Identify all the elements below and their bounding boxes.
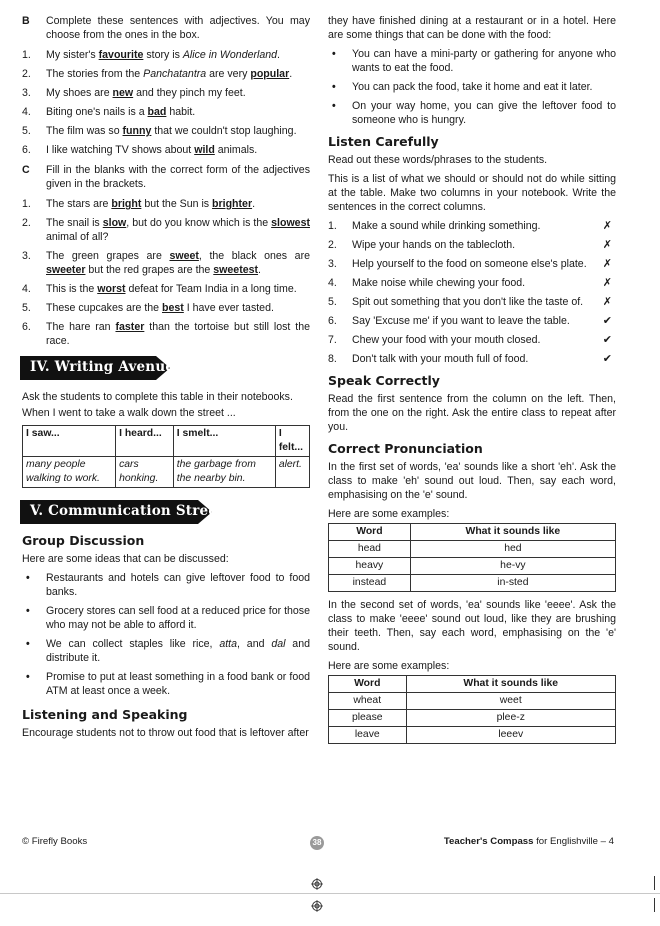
senses-table (22, 425, 310, 488)
speak-correctly-text: Read the first sentence from the column on the left. Then, from the one on the right. Ask the entire class to repeat after you. (328, 393, 616, 433)
cross-icon: ✗ (602, 258, 612, 270)
sentence-item (22, 143, 310, 157)
table-row (329, 693, 616, 710)
table-header-cell: I heard... (116, 426, 174, 457)
table-header-cell: I felt... (275, 426, 309, 457)
group-discussion-heading: Group Discussion (22, 533, 145, 548)
list-item (22, 604, 310, 632)
answer-word: worst (97, 283, 126, 295)
answer-word: popular (250, 68, 290, 80)
item-number: 6. (22, 321, 31, 333)
item-number: 5. (22, 125, 31, 137)
table-cell: heavy (329, 558, 411, 575)
table-header-cell: What it sounds like (410, 524, 615, 541)
bullet-icon: • (332, 100, 336, 112)
sentence-text: animals. (214, 144, 258, 156)
item-number: 3. (22, 87, 31, 99)
table-header-row (329, 524, 616, 541)
sentence-item (22, 86, 310, 100)
table-row (329, 541, 616, 558)
sentence-text: and they pinch my feet. (133, 87, 246, 99)
item-text: Make noise while chewing your food. (352, 277, 526, 289)
list-item (328, 80, 616, 94)
sentence-text: habit. (166, 106, 196, 118)
table-header-cell: Word (329, 524, 411, 541)
writing-intro: Ask the students to complete this table in their notebooks. (22, 391, 293, 403)
senses-table-header (23, 426, 310, 457)
bullet-icon: • (26, 638, 30, 650)
table-cell: leeev (406, 727, 616, 744)
sentence-text: , the black ones are (198, 250, 310, 262)
table-cell: instead (329, 575, 411, 592)
item-text: Wipe your hands on the tablecloth. (352, 239, 516, 251)
section-b-list (22, 48, 310, 157)
table-row (329, 558, 616, 575)
answer-word: sweeter (46, 264, 86, 276)
table-header-cell: Word (329, 676, 407, 693)
sentence-text: Biting one's nails is a (46, 106, 148, 118)
cross-icon: ✗ (602, 220, 612, 232)
table-cell: alert. (275, 457, 309, 488)
answer-word: faster (115, 321, 145, 333)
italic-title: Panchatantra (143, 68, 207, 80)
sentence-text: that we couldn't stop laughing. (151, 125, 297, 137)
registration-mark-icon (311, 878, 323, 890)
italic-word: atta (219, 638, 238, 650)
table-cell: weet (406, 693, 616, 710)
table-cell: hed (410, 541, 615, 558)
answer-word: best (162, 302, 184, 314)
sentence-item (22, 216, 310, 244)
pronunciation-text-1: In the first set of words, 'ea' sounds like a short 'eh'. Ask the class to make 'eh' sound out loud. Then, say each word, emphasising on the 'e' sound. (328, 461, 616, 501)
list-item (328, 257, 616, 271)
item-number: 6. (328, 315, 337, 327)
table-cell: please (329, 710, 407, 727)
bullet-text: We can collect staples like rice, (46, 638, 220, 650)
bullet-icon: • (26, 605, 30, 617)
sentence-item (22, 105, 310, 119)
item-number: 1. (22, 49, 31, 61)
answer-word: new (112, 87, 134, 99)
writing-avenue-banner (20, 356, 175, 380)
sentence-text: but the red grapes are the (85, 264, 214, 276)
examples-label: Here are some examples: (328, 508, 450, 520)
answer-word: sweet (169, 250, 199, 262)
answer-word: slow (102, 217, 127, 229)
item-number: 2. (328, 239, 337, 251)
sentence-text: This is the (46, 283, 98, 295)
item-number: 5. (22, 302, 31, 314)
sentence-text: The stories from the (46, 68, 144, 80)
list-item (328, 219, 616, 233)
list-item (328, 276, 616, 290)
bullet-text: You can have a mini-party or gathering for anyone who wants to eat the food. (352, 48, 616, 74)
item-number: 2. (22, 68, 31, 80)
bullet-text: Restaurants and hotels can give leftover food to food banks. (46, 572, 310, 598)
sentence-text: My sister's (46, 49, 99, 61)
senses-table-row (23, 457, 310, 488)
sentence-text: than the tortoise but still lost the race. (46, 321, 310, 347)
list-item (328, 238, 616, 252)
tick-icon: ✔ (602, 334, 612, 346)
cross-icon: ✗ (602, 239, 612, 251)
instruction-text: Fill in the blanks with the correct form of the adjectives given in the brackets. (46, 164, 310, 190)
answer-word: bright (111, 198, 142, 210)
listen-instructions: This is a list of what we should or should not do while sitting at the table. Make two columns in your notebook. Write the sentences in the correct columns. (328, 173, 616, 213)
table-cell: many people walking to work. (23, 457, 116, 488)
item-number: 5. (328, 296, 337, 308)
sentence-item (22, 124, 310, 138)
sentence-text: The film was so (46, 125, 123, 137)
left-column (22, 14, 310, 745)
item-number: 6. (22, 144, 31, 156)
answer-word: wild (194, 144, 215, 156)
list-item (328, 352, 616, 366)
instruction-text: Complete these sentences with adjectives. You may choose from the ones in the box. (46, 15, 310, 41)
sentence-text: The snail is (46, 217, 103, 229)
sentence-text: , but do you know which is the (126, 217, 272, 229)
list-item (22, 670, 310, 698)
crop-mark (654, 898, 655, 912)
sentence-item (22, 48, 310, 62)
list-item (328, 295, 616, 309)
table-cell: he-vy (410, 558, 615, 575)
food-ideas-list (328, 47, 616, 127)
cross-icon: ✗ (602, 296, 612, 308)
sentence-text: I like watching TV shows about (46, 144, 195, 156)
list-item (328, 333, 616, 347)
answer-word: funny (122, 125, 152, 137)
table-manners-list (328, 219, 616, 366)
item-text: Say 'Excuse me' if you want to leave the table. (352, 315, 570, 327)
bullet-text: and distribute it. (46, 638, 310, 664)
right-column (328, 14, 616, 750)
italic-word: dal (271, 638, 286, 650)
bullet-text: Grocery stores can sell food at a reduced price for those who may not be able to afford it. (46, 605, 310, 631)
list-item (328, 99, 616, 127)
sentence-text: but the Sun is (141, 198, 213, 210)
sentence-item (22, 301, 310, 315)
answer-word: sweetest (213, 264, 259, 276)
item-text: Spit out something that you don't like the taste of. (352, 296, 584, 308)
item-text: Don't talk with your mouth full of food. (352, 353, 529, 365)
listen-carefully-heading: Listen Carefully (328, 134, 439, 149)
answer-word: favourite (98, 49, 144, 61)
sentence-text: The green grapes are (46, 250, 170, 262)
item-number: 1. (328, 220, 337, 232)
book-title-rest: for Englishville – 4 (533, 836, 614, 847)
page-divider (0, 893, 660, 894)
item-number: 4. (328, 277, 337, 289)
sentence-item (22, 282, 310, 296)
bullet-icon: • (26, 572, 30, 584)
examples-label: Here are some examples: (328, 660, 450, 672)
item-text: Chew your food with your mouth closed. (352, 334, 541, 346)
item-number: 3. (22, 250, 31, 262)
table-cell: the garbage from the nearby bin. (173, 457, 275, 488)
list-item (22, 637, 310, 665)
item-number: 2. (22, 217, 31, 229)
list-item (328, 47, 616, 75)
sentence-text: These cupcakes are the (46, 302, 163, 314)
table-cell: in-sted (410, 575, 615, 592)
item-number: 8. (328, 353, 337, 365)
sentence-text: . (252, 198, 256, 210)
group-discussion-intro: Here are some ideas that can be discussed: (22, 553, 229, 565)
list-item (328, 314, 616, 328)
banner-title: V. Communication Street (30, 503, 224, 519)
pronunciation-table-2 (328, 675, 616, 744)
sentence-text: defeat for Team India in a long time. (125, 283, 297, 295)
correct-pronunciation-heading: Correct Pronunciation (328, 441, 483, 456)
sentence-item (22, 249, 310, 277)
tick-icon: ✔ (602, 353, 612, 365)
sentence-text: My shoes are (46, 87, 113, 99)
bullet-icon: • (332, 48, 336, 60)
item-number: 4. (22, 106, 31, 118)
bullet-icon: • (26, 671, 30, 683)
discussion-ideas-list (22, 571, 310, 698)
answer-word: bad (147, 106, 167, 118)
answer-word: slowest (271, 217, 310, 229)
table-header-cell: I saw... (23, 426, 116, 457)
section-c-instruction (22, 163, 310, 191)
section-letter: B (22, 15, 30, 27)
table-cell: cars honking. (116, 457, 174, 488)
table-cell: plee-z (406, 710, 616, 727)
sentence-text: The hare ran (46, 321, 116, 333)
table-row (329, 575, 616, 592)
item-number: 1. (22, 198, 31, 210)
sentence-text: I have ever tasted. (183, 302, 274, 314)
table-header-row (329, 676, 616, 693)
bullet-text: You can pack the food, take it home and eat it later. (352, 81, 593, 93)
speak-correctly-heading: Speak Correctly (328, 373, 440, 388)
cross-icon: ✗ (602, 277, 612, 289)
item-text: Help yourself to the food on someone else's plate. (352, 258, 587, 270)
continuation-text: they have finished dining at a restaurant or in a hotel. Here are some things that can be done with the food: (328, 15, 616, 41)
book-title-bold: Teacher's Compass (443, 836, 534, 847)
pronunciation-text-2: In the second set of words, 'ea' sounds like 'eeee'. Ask the class to make 'eeee' sound out loud, like they are brushing their teeth. Then, say each word, emphasising on the 'e' sound. (328, 599, 616, 653)
item-number: 4. (22, 283, 31, 295)
sentence-text: . (289, 68, 293, 80)
sentence-text: . (258, 264, 261, 276)
table-row (329, 727, 616, 744)
italic-title: Alice in Wonderland (182, 49, 278, 61)
listening-speaking-heading: Listening and Speaking (22, 707, 188, 722)
sentence-text: . (277, 49, 280, 61)
table-cell: leave (329, 727, 407, 744)
table-cell: head (329, 541, 411, 558)
pronunciation-table-1 (328, 523, 616, 592)
publisher-credit: © Firefly Books (22, 836, 88, 847)
sentence-item (22, 67, 310, 81)
banner-title: IV. Writing Avenue (30, 359, 175, 375)
sentence-text: animal of all? (46, 231, 109, 243)
page-number: 38 (310, 836, 324, 850)
section-b-instruction (22, 14, 310, 42)
communication-street-banner (20, 500, 224, 524)
section-letter: C (22, 164, 30, 176)
book-title (444, 836, 614, 847)
table-row (329, 710, 616, 727)
item-number: 3. (328, 258, 337, 270)
list-item (22, 571, 310, 599)
section-c-list (22, 197, 310, 348)
table-header-cell: I smelt... (173, 426, 275, 457)
bullet-text: , and (237, 638, 272, 650)
answer-word: brighter (212, 198, 253, 210)
tick-icon: ✔ (602, 315, 612, 327)
table-cell: wheat (329, 693, 407, 710)
bullet-text: On your way home, you can give the leftover food to someone who is hungry. (352, 100, 616, 126)
bullet-text: Promise to put at least something in a food bank or food ATM at least once a week. (46, 671, 310, 697)
registration-mark-icon (311, 900, 323, 912)
listening-speaking-text: Encourage students not to throw out food that is leftover after (22, 727, 309, 739)
listen-intro: Read out these words/phrases to the students. (328, 154, 548, 166)
bullet-icon: • (332, 81, 336, 93)
item-number: 7. (328, 334, 337, 346)
writing-prompt: When I went to take a walk down the street ... (22, 407, 236, 419)
item-text: Make a sound while drinking something. (352, 220, 541, 232)
sentence-text: The stars are (46, 198, 112, 210)
sentence-text: are very (206, 68, 251, 80)
sentence-text: story is (143, 49, 183, 61)
sentence-item (22, 197, 310, 211)
crop-mark (654, 876, 655, 890)
table-header-cell: What it sounds like (406, 676, 616, 693)
sentence-item (22, 320, 310, 348)
